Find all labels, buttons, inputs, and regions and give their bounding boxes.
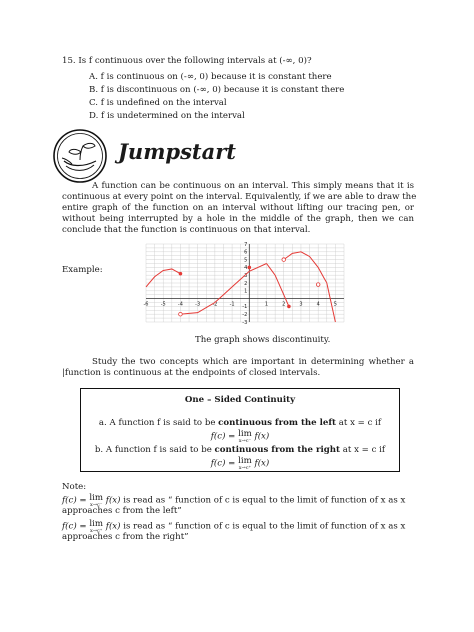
option-a: A. f is continuous on (-∞, 0) because it is constant there xyxy=(89,72,332,82)
x-tick-label: 5 xyxy=(333,301,337,308)
x-tick-label: -2 xyxy=(212,301,218,308)
definition-right-post: at x = c if xyxy=(340,445,386,455)
limit-left-sub: x→c⁻ xyxy=(238,437,252,444)
x-tick-label: -4 xyxy=(177,301,183,308)
example-label: Example: xyxy=(62,265,103,275)
x-tick-label: 1 xyxy=(264,301,269,308)
y-tick-label: -3 xyxy=(242,319,248,326)
note-left-text-2: approaches c from the left” xyxy=(62,506,182,516)
one-sided-continuity-box xyxy=(80,388,400,472)
note-left-lhs: f(c) = xyxy=(62,495,90,506)
y-tick-label: 7 xyxy=(244,241,248,248)
limit-left-word: lim xyxy=(238,429,252,439)
intro-line: A function can be continuous on an interval. This simply means that it is xyxy=(92,181,414,191)
intro-line: entire graph of the function on an interval without lifting our tracing pen, or xyxy=(62,203,414,214)
y-tick-label: 5 xyxy=(244,257,248,264)
note-left-lim-word: lim xyxy=(89,493,104,503)
formula-right-rhs: f(x) xyxy=(251,458,270,469)
note-left-lim-sub: x→c⁻ xyxy=(89,501,103,508)
y-tick-label: -1 xyxy=(242,304,248,311)
jumpstart-hands-plant-icon xyxy=(52,128,108,184)
study-line: Study the two concepts which are important in determining whether a xyxy=(92,357,414,367)
option-d: D. f is undetermined on the interval xyxy=(89,111,245,121)
y-tick-label: 1 xyxy=(244,288,248,295)
box-title: One – Sided Continuity xyxy=(184,395,296,405)
x-tick-label: -3 xyxy=(195,301,201,308)
note-right-text-2: approaches c from the right” xyxy=(62,532,189,542)
formula-right xyxy=(81,457,399,471)
note-left-rhs: f(x) xyxy=(103,495,121,506)
question-text: 15. Is f continuous over the following intervals at (-∞, 0)? xyxy=(62,56,312,66)
note-right-text: is read as “ function of c is equal to the limit of function of x as x xyxy=(120,521,406,532)
definition-left-post: at x = c if xyxy=(336,418,382,428)
note-right-lhs: f(c) = xyxy=(62,521,90,532)
option-c: C. f is undefined on the interval xyxy=(89,98,227,108)
limit-right xyxy=(238,457,252,471)
open-point xyxy=(179,312,183,316)
limit-left xyxy=(238,430,252,444)
graph-caption: The graph shows discontinuity. xyxy=(195,335,331,345)
study-paragraph xyxy=(62,357,414,379)
definition-right xyxy=(81,445,399,455)
closed-point xyxy=(287,305,291,309)
option-b: B. f is discontinuous on (-∞, 0) because it is constant there xyxy=(89,85,345,95)
formula-left-rhs: f(x) xyxy=(251,431,270,442)
note-right-lim-word: lim xyxy=(89,519,104,529)
intro-paragraph xyxy=(62,181,417,236)
x-tick-label: -6 xyxy=(143,301,149,308)
note-right-lim-sub: x→c⁺ xyxy=(89,527,103,534)
y-tick-label: 4 xyxy=(244,265,248,272)
closed-point xyxy=(179,272,183,276)
formula-left xyxy=(81,430,399,444)
x-tick-label: 4 xyxy=(316,301,320,308)
note-right-rhs: f(x) xyxy=(103,521,121,532)
discontinuity-graph xyxy=(140,240,350,332)
note-left-text: is read as “ function of c is equal to the limit of function of x as x xyxy=(120,495,406,506)
closed-point xyxy=(248,266,252,270)
formula-right-lhs: f(c) = xyxy=(210,458,239,469)
limit-right-sub: x→c⁺ xyxy=(238,464,252,471)
note-label: Note: xyxy=(62,482,87,492)
x-tick-label: -1 xyxy=(229,301,235,308)
definition-left-pre: a. A function f is said to be xyxy=(98,418,219,428)
formula-left-lhs: f(c) = xyxy=(210,431,239,442)
y-tick-label: 3 xyxy=(244,273,248,279)
open-point xyxy=(316,283,320,287)
jumpstart-title: Jumpstart xyxy=(118,139,237,164)
y-tick-label: -2 xyxy=(242,312,248,318)
definition-right-bold: continuous from the right xyxy=(214,445,341,455)
x-tick-label: -5 xyxy=(160,301,166,308)
limit-right-word: lim xyxy=(238,456,252,466)
intro-line: conclude that the function is continuous on that interval. xyxy=(62,225,311,236)
intro-line: without being interrupted by a hole in the middle of the graph, then we can xyxy=(62,214,414,225)
open-point xyxy=(282,258,286,262)
x-tick-label: 2 xyxy=(282,301,286,308)
definition-left-bold: continuous from the left xyxy=(218,418,337,428)
x-tick-label: 3 xyxy=(299,301,303,308)
y-tick-label: 2 xyxy=(244,280,248,287)
intro-line: continuous at every point on the interval. Equivalently, if we are able to draw the xyxy=(62,192,417,203)
study-line: |function is continuous at the endpoints of closed intervals. xyxy=(62,368,321,379)
definition-left xyxy=(81,418,399,428)
y-tick-label: 6 xyxy=(244,249,248,256)
function-curve xyxy=(264,264,289,308)
definition-right-pre: b. A function f is said to be xyxy=(94,445,215,455)
